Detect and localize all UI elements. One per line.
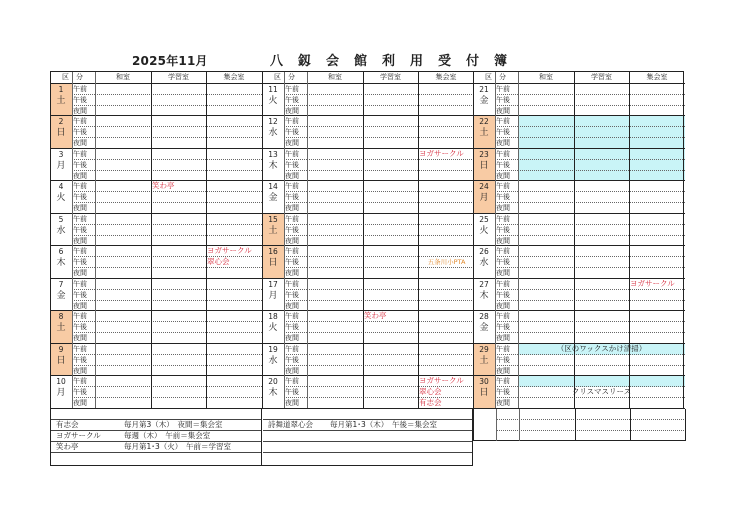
slot-label: 午後: [284, 387, 307, 398]
slot-label: 夜間: [285, 399, 299, 408]
weekday: 土: [479, 355, 489, 366]
column-divider: [630, 409, 631, 441]
slot-divider: [496, 409, 686, 420]
date-number: 19: [268, 344, 278, 354]
slot-label: 午後: [495, 95, 518, 106]
header-room: 和室: [518, 71, 574, 84]
booking-entry[interactable]: 笑わ亭: [152, 181, 175, 191]
slot-label: 夜間: [73, 301, 87, 310]
notes-section: [50, 409, 473, 466]
title-char: 利: [382, 54, 396, 69]
booking-entry[interactable]: 翠心会: [419, 387, 442, 397]
slot-label: 午前: [495, 116, 518, 127]
weekday: 水: [268, 355, 278, 366]
title-char: 用: [410, 54, 424, 69]
title-char: 会: [326, 54, 340, 69]
slot-label: 午前: [495, 279, 518, 290]
booking-entry[interactable]: ヨガサークル: [630, 278, 675, 288]
title-char: 付: [466, 54, 480, 69]
header-kubun: 区 分: [50, 71, 95, 84]
weekday: 木: [268, 160, 278, 171]
slot-label: 午後: [284, 160, 307, 171]
slot-label: 午後: [284, 192, 307, 203]
slot-label: 夜間: [496, 366, 510, 375]
date-number: 18: [268, 312, 278, 322]
date-number: 12: [268, 117, 278, 127]
extra-rows: [473, 409, 685, 441]
title-char: 簿: [494, 54, 508, 69]
slot-label: 夜間: [73, 269, 87, 278]
slot-label: 午前: [72, 376, 95, 387]
slot-label: 午後: [495, 127, 518, 138]
date-number: 17: [268, 279, 278, 289]
slot-label: 午前: [284, 279, 307, 290]
note-schedule: 毎月第3（木） 夜間＝集会室: [124, 419, 223, 429]
date-number: 3: [58, 149, 64, 159]
date-number: 13: [268, 149, 278, 159]
facility-note: （区のワックスかけ清掃）: [556, 343, 647, 353]
date-number: 8: [58, 312, 64, 322]
slot-label: 午前: [72, 246, 95, 257]
slot-label: 夜間: [496, 399, 510, 408]
weekday: 土: [479, 128, 489, 139]
slot-label: 午後: [72, 192, 95, 203]
slot-label: 午後: [284, 355, 307, 366]
slot-label: 午前: [72, 344, 95, 355]
weekday: 火: [268, 323, 278, 334]
slot-label: 午後: [495, 322, 518, 333]
date-number: 28: [479, 312, 489, 322]
weekday: 水: [268, 128, 278, 139]
slot-label: 夜間: [73, 399, 87, 408]
note-row: [51, 453, 261, 464]
slot-label: 夜間: [285, 171, 299, 180]
date-number: 22: [479, 117, 489, 127]
date-number: 24: [479, 182, 489, 192]
weekday: 金: [479, 323, 489, 334]
title-char: 受: [438, 54, 452, 69]
weekday: 火: [268, 96, 278, 106]
weekday: 日: [479, 388, 489, 399]
slot-label: 夜間: [73, 366, 87, 375]
slot-label: 午後: [495, 355, 518, 366]
note-row: [51, 442, 261, 453]
slot-label: 午前: [284, 149, 307, 160]
date-number: 29: [479, 344, 489, 354]
slot-label: 夜間: [496, 236, 510, 245]
booking-entry[interactable]: ヨガサークル: [207, 246, 252, 256]
slot-label: 夜間: [496, 204, 510, 213]
weekday: 木: [268, 388, 278, 399]
slot-label: 夜間: [285, 366, 299, 375]
slot-label: 夜間: [285, 269, 299, 278]
slot-label: 夜間: [285, 139, 299, 148]
date-number: 25: [479, 214, 489, 224]
slot-label: 午前: [72, 149, 95, 160]
slot-label: 午後: [495, 225, 518, 236]
header-room: 学習室: [363, 71, 418, 84]
weekday: 木: [56, 258, 66, 269]
slot-label: 午後: [72, 257, 95, 268]
note-row: [51, 420, 261, 431]
note-row: [51, 409, 261, 420]
slot-label: 午前: [495, 149, 518, 160]
weekday: 月: [479, 193, 489, 204]
slot-label: 午後: [72, 322, 95, 333]
header-room: 集会室: [206, 71, 262, 84]
weekday: 金: [268, 193, 278, 204]
column-divider: [519, 409, 520, 441]
slot-label: 午前: [284, 246, 307, 257]
header-kubun: 区 分: [262, 71, 307, 84]
slot-label: 午前: [495, 311, 518, 322]
booking-entry[interactable]: 笑わ亭: [364, 311, 387, 321]
note-row: [51, 431, 261, 442]
outer-edge: [685, 409, 686, 441]
booking-entry[interactable]: 翠心会: [207, 257, 230, 267]
slot-label: 夜間: [73, 171, 87, 180]
slot-label: 午後: [72, 95, 95, 106]
month-title: 2025年11月: [132, 54, 208, 68]
slot-label: 午前: [284, 311, 307, 322]
slot-label: 午前: [284, 84, 307, 95]
slot-label: 夜間: [73, 204, 87, 213]
slot-label: 夜間: [496, 171, 510, 180]
slot-label: 午前: [284, 376, 307, 387]
date-number: 5: [58, 214, 64, 224]
header-room: 学習室: [574, 71, 629, 84]
weekday: 月: [56, 160, 66, 171]
date-number: 14: [268, 182, 278, 192]
weekday: 火: [56, 193, 66, 204]
note-schedule: 毎週（木） 午前＝集会室: [124, 430, 211, 440]
slot-label: 午後: [495, 160, 518, 171]
header-kubun: 区 分: [473, 71, 518, 84]
date-number: 9: [58, 344, 64, 354]
date-number: 4: [58, 182, 64, 192]
note-row: [263, 409, 472, 420]
slot-label: 夜間: [496, 106, 510, 115]
date-number: 16: [268, 247, 278, 257]
slot-label: 夜間: [496, 269, 510, 278]
weekday: 土: [268, 225, 278, 236]
slot-label: 夜間: [73, 334, 87, 343]
weekday: 月: [268, 290, 278, 301]
slot-label: 午後: [284, 257, 307, 268]
note-row: [263, 420, 472, 431]
weekday: 火: [479, 225, 489, 236]
note-name: 有志会: [56, 419, 79, 429]
weekday: 土: [56, 96, 66, 106]
weekday: 月: [56, 388, 66, 399]
date-number: 15: [268, 214, 278, 224]
slot-label: 夜間: [496, 301, 510, 310]
slot-label: 午前: [495, 344, 518, 355]
weekday: 水: [56, 225, 66, 236]
slot-label: 夜間: [285, 334, 299, 343]
slot-label: 午前: [284, 214, 307, 225]
slot-label: 午前: [72, 84, 95, 95]
weekday: 日: [56, 355, 66, 366]
date-number: 27: [479, 279, 489, 289]
note-name: 笑わ亭: [56, 441, 79, 451]
header-room: 集会室: [418, 71, 474, 84]
slot-label: 午前: [495, 84, 518, 95]
slot-label: 午後: [72, 387, 95, 398]
slot-label: 夜間: [496, 139, 510, 148]
slot-label: 夜間: [285, 204, 299, 213]
header-room: 学習室: [151, 71, 206, 84]
page-title: [270, 50, 522, 69]
weekday: 土: [56, 323, 66, 334]
date-number: 2: [58, 117, 64, 127]
slot-label: 午後: [72, 290, 95, 301]
slot-label: 午後: [495, 290, 518, 301]
slot-label: 午後: [72, 160, 95, 171]
notes-divider: [261, 409, 262, 466]
booking-entry[interactable]: 五条川小PTA: [427, 258, 466, 267]
date-number: 7: [58, 279, 64, 289]
slot-label: 午前: [72, 214, 95, 225]
date-number: 21: [479, 85, 489, 94]
slot-label: 夜間: [285, 236, 299, 245]
slot-label: 午後: [284, 95, 307, 106]
note-schedule: 毎月第1･3（木） 午後＝集会室: [330, 419, 438, 429]
header-room: 和室: [95, 71, 151, 84]
slot-label: 午前: [72, 181, 95, 192]
slot-label: 午後: [72, 355, 95, 366]
slot-label: 午前: [284, 116, 307, 127]
note-row: [263, 431, 472, 442]
slot-label: 午前: [284, 181, 307, 192]
weekday: 日: [479, 160, 489, 171]
title-char: 釼: [298, 54, 312, 69]
note-row: [263, 442, 472, 453]
weekday: 木: [479, 290, 489, 301]
slot-label: 午前: [495, 246, 518, 257]
slot-label: 午後: [495, 387, 518, 398]
slot-label: 夜間: [73, 236, 87, 245]
slot-label: 夜間: [285, 106, 299, 115]
facility-note: クリスマスリース: [571, 387, 632, 397]
weekday: 日: [268, 258, 278, 269]
note-name: ヨガサークル: [56, 430, 101, 440]
booking-entry[interactable]: ヨガサークル: [419, 376, 464, 386]
slot-label: 午前: [72, 311, 95, 322]
slot-label: 午前: [284, 344, 307, 355]
note-schedule: 毎月第1･3（火） 午前＝学習室: [124, 441, 232, 451]
slot-label: 午後: [284, 127, 307, 138]
slot-label: 夜間: [496, 334, 510, 343]
slot-label: 午前: [495, 181, 518, 192]
slot-label: 夜間: [73, 106, 87, 115]
slot-label: 午後: [284, 322, 307, 333]
slot-label: 午後: [495, 257, 518, 268]
column-divider: [496, 409, 497, 441]
date-number: 10: [56, 377, 66, 387]
date-number: 26: [479, 247, 489, 257]
header-room: 和室: [307, 71, 363, 84]
date-number: 1: [58, 85, 64, 94]
date-number: 11: [268, 85, 278, 94]
slot-label: 午前: [72, 116, 95, 127]
booking-entry[interactable]: ヨガサークル: [419, 148, 464, 158]
table-border: [50, 71, 684, 409]
slot-label: 午前: [72, 279, 95, 290]
column-divider: [575, 409, 576, 441]
title-char: 館: [354, 54, 368, 69]
slot-label: 午後: [284, 225, 307, 236]
header-room: 集会室: [629, 71, 685, 84]
slot-divider: [496, 420, 686, 431]
weekday: 金: [56, 290, 66, 301]
note-name: 詩舞道翠心会: [268, 419, 313, 429]
slot-label: 夜間: [73, 139, 87, 148]
booking-entry[interactable]: 有志会: [419, 398, 442, 408]
slot-label: 午後: [72, 127, 95, 138]
slot-label: 夜間: [285, 301, 299, 310]
slot-label: 午前: [495, 214, 518, 225]
weekday: 水: [479, 258, 489, 269]
slot-label: 午後: [72, 225, 95, 236]
date-number: 30: [479, 377, 489, 387]
title-char: 八: [270, 54, 284, 69]
date-number: 23: [479, 149, 489, 159]
slot-label: 午後: [495, 192, 518, 203]
weekday: 金: [479, 96, 489, 106]
slot-label: 午後: [284, 290, 307, 301]
weekday: 日: [56, 128, 66, 139]
date-number: 20: [268, 377, 278, 387]
slot-label: 午前: [495, 376, 518, 387]
date-number: 6: [58, 247, 64, 257]
note-row: [263, 453, 472, 464]
